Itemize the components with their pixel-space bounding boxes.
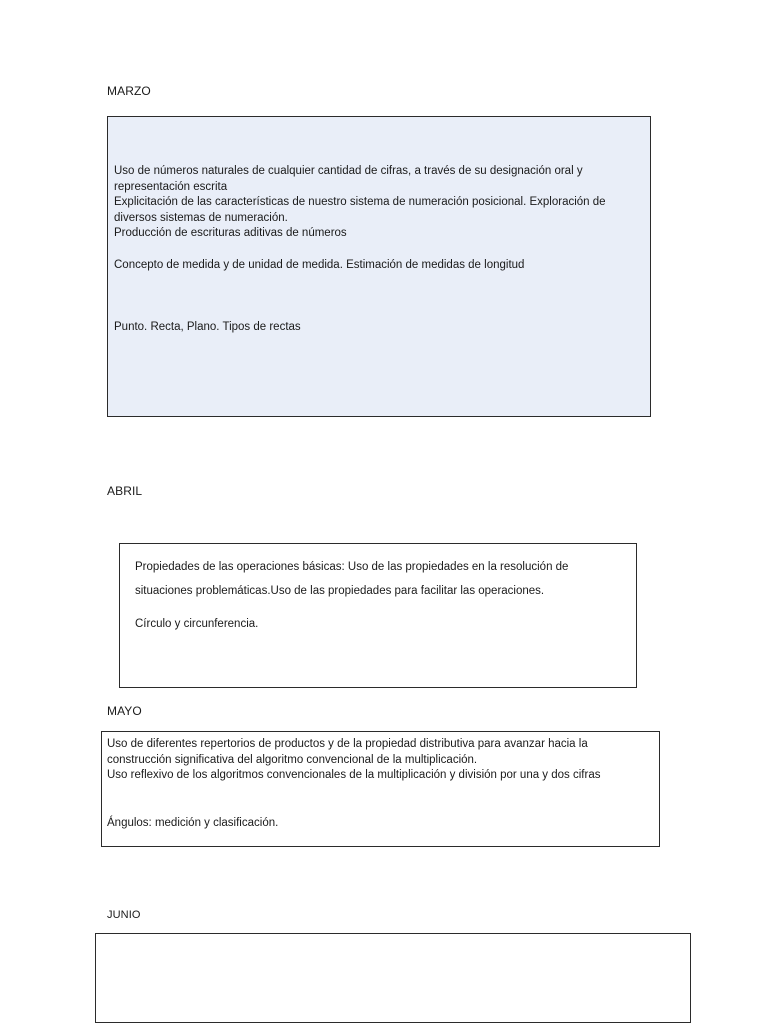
section-heading-marzo: MARZO — [107, 84, 151, 98]
section-line: Uso de números naturales de cualquier cantidad de cifras, a través de su designación oral y representación escrita — [114, 165, 583, 193]
section-box-mayo — [101, 731, 660, 847]
section-line: Uso de diferentes repertorios de productos y de la propiedad distributiva para avanzar hacia la construcción significativa del algoritmo convencional de la multiplicación. — [107, 738, 588, 766]
section-heading-abril: ABRIL — [107, 484, 143, 498]
section-heading-junio: JUNIO — [107, 909, 141, 921]
section-line: Punto. Recta, Plano. Tipos de rectas — [114, 321, 301, 333]
section-line: Concepto de medida y de unidad de medida. Estimación de medidas de longitud — [114, 258, 525, 271]
section-box-junio — [95, 933, 691, 1023]
section-heading-mayo: MAYO — [107, 704, 142, 718]
section-line: Explicitación de las características de nuestro sistema de numeración posicional. Exploración de diversos sistemas de numeración. — [114, 196, 606, 224]
section-line: Ángulos: medición y clasificación. — [107, 816, 279, 829]
section-line: Producción de escrituras aditivas de números — [114, 227, 347, 239]
section-line: Propiedades de las operaciones básicas: Uso de las propiedades en la resolución de situaciones problemáticas.Uso de las propiedades para facilitar las operaciones. — [135, 561, 569, 597]
section-box-abril — [119, 543, 637, 688]
section-box-marzo — [107, 116, 651, 417]
section-line: Círculo y circunferencia. — [135, 618, 259, 630]
section-line: Uso reflexivo de los algoritmos convencionales de la multiplicación y división por una y dos cifras — [107, 769, 601, 781]
